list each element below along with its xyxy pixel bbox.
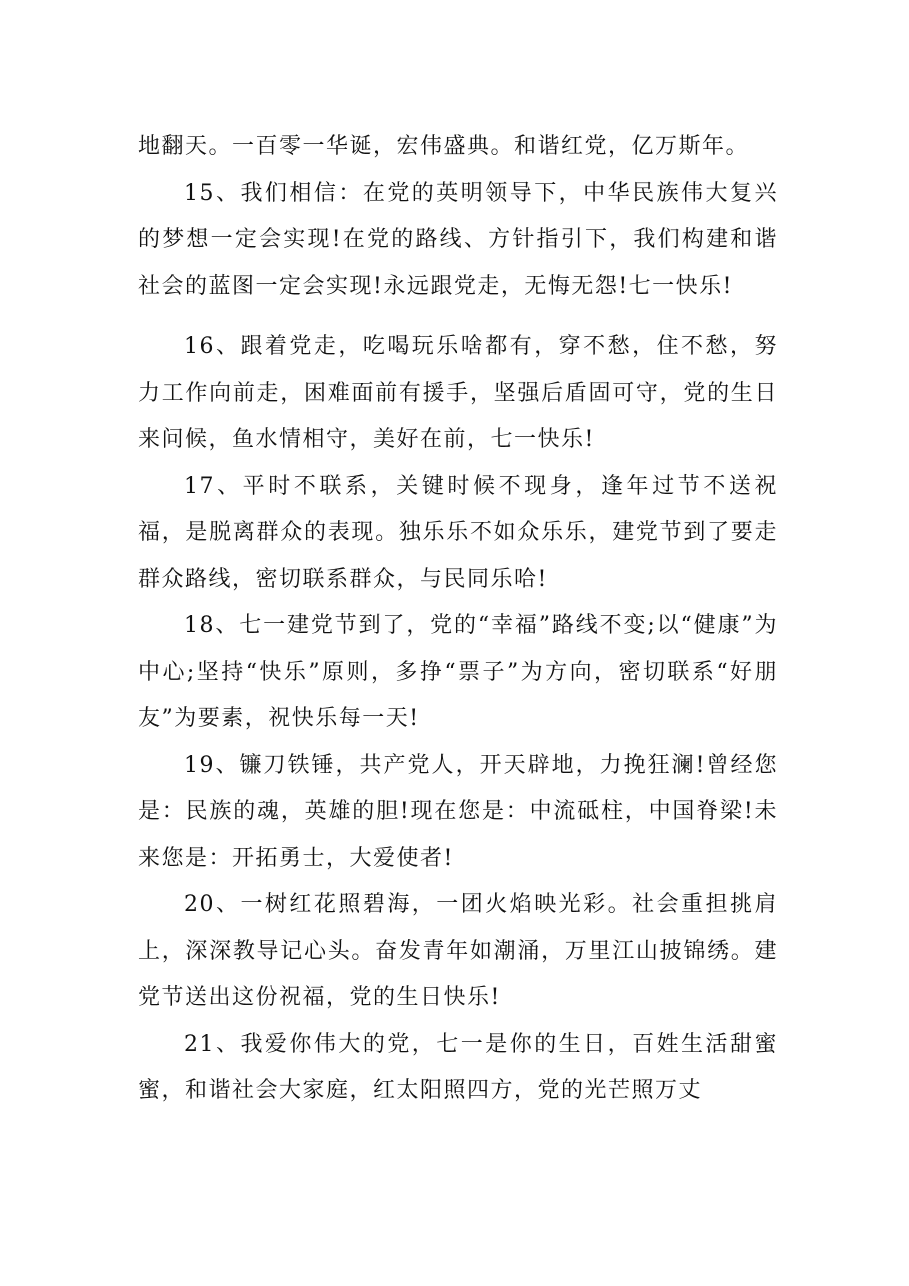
paragraph-18: 18、七一建党节到了，党的“幸福”路线不变;以“健康”为中心;坚持“快乐”原则，多挣“票子”为方向，密切联系“好朋友”为要素，祝快乐每一天! [138,613,778,731]
paragraph-21: 21、我爱你伟大的党，七一是你的生日，百姓生活甜蜜蜜，和谐社会大家庭，红太阳照四方，党的光芒照万丈 [138,1031,778,1103]
paragraph-19: 19、镰刀铁锤，共产党人，开天辟地，力挽狂澜!曾经您是：民族的魂，英雄的胆!现在您是：中流砥柱，中国脊梁!未来您是：开拓勇士，大爱使者! [138,752,778,871]
document-body [138,124,778,1115]
paragraph-15: 15、我们相信：在党的英明领导下，中华民族伟大复兴的梦想一定会实现!在党的路线、方针指引下，我们构建和谐社会的蓝图一定会实现!永远跟党走，无悔无怨!七一快乐! [138,180,778,299]
paragraph-17: 17、平时不联系，关键时候不现身，逢年过节不送祝福，是脱离群众的表现。独乐乐不如众乐乐，建党节到了要走群众路线，密切联系群众，与民同乐哈! [138,473,778,592]
paragraph-20: 20、一树红花照碧海，一团火焰映光彩。社会重担挑肩上，深深教导记心头。奋发青年如潮涌，万里江山披锦绣。建党节送出这份祝福，党的生日快乐! [138,892,778,1010]
paragraph-16: 16、跟着党走，吃喝玩乐啥都有，穿不愁，住不愁，努力工作向前走，困难面前有援手，坚强后盾固可守，党的生日来问候，鱼水情相守，美好在前，七一快乐! [138,334,778,452]
paragraph-14-continuation: 地翻天。一百零一华诞，宏伟盛典。和谐红党，亿万斯年。 [138,134,750,159]
